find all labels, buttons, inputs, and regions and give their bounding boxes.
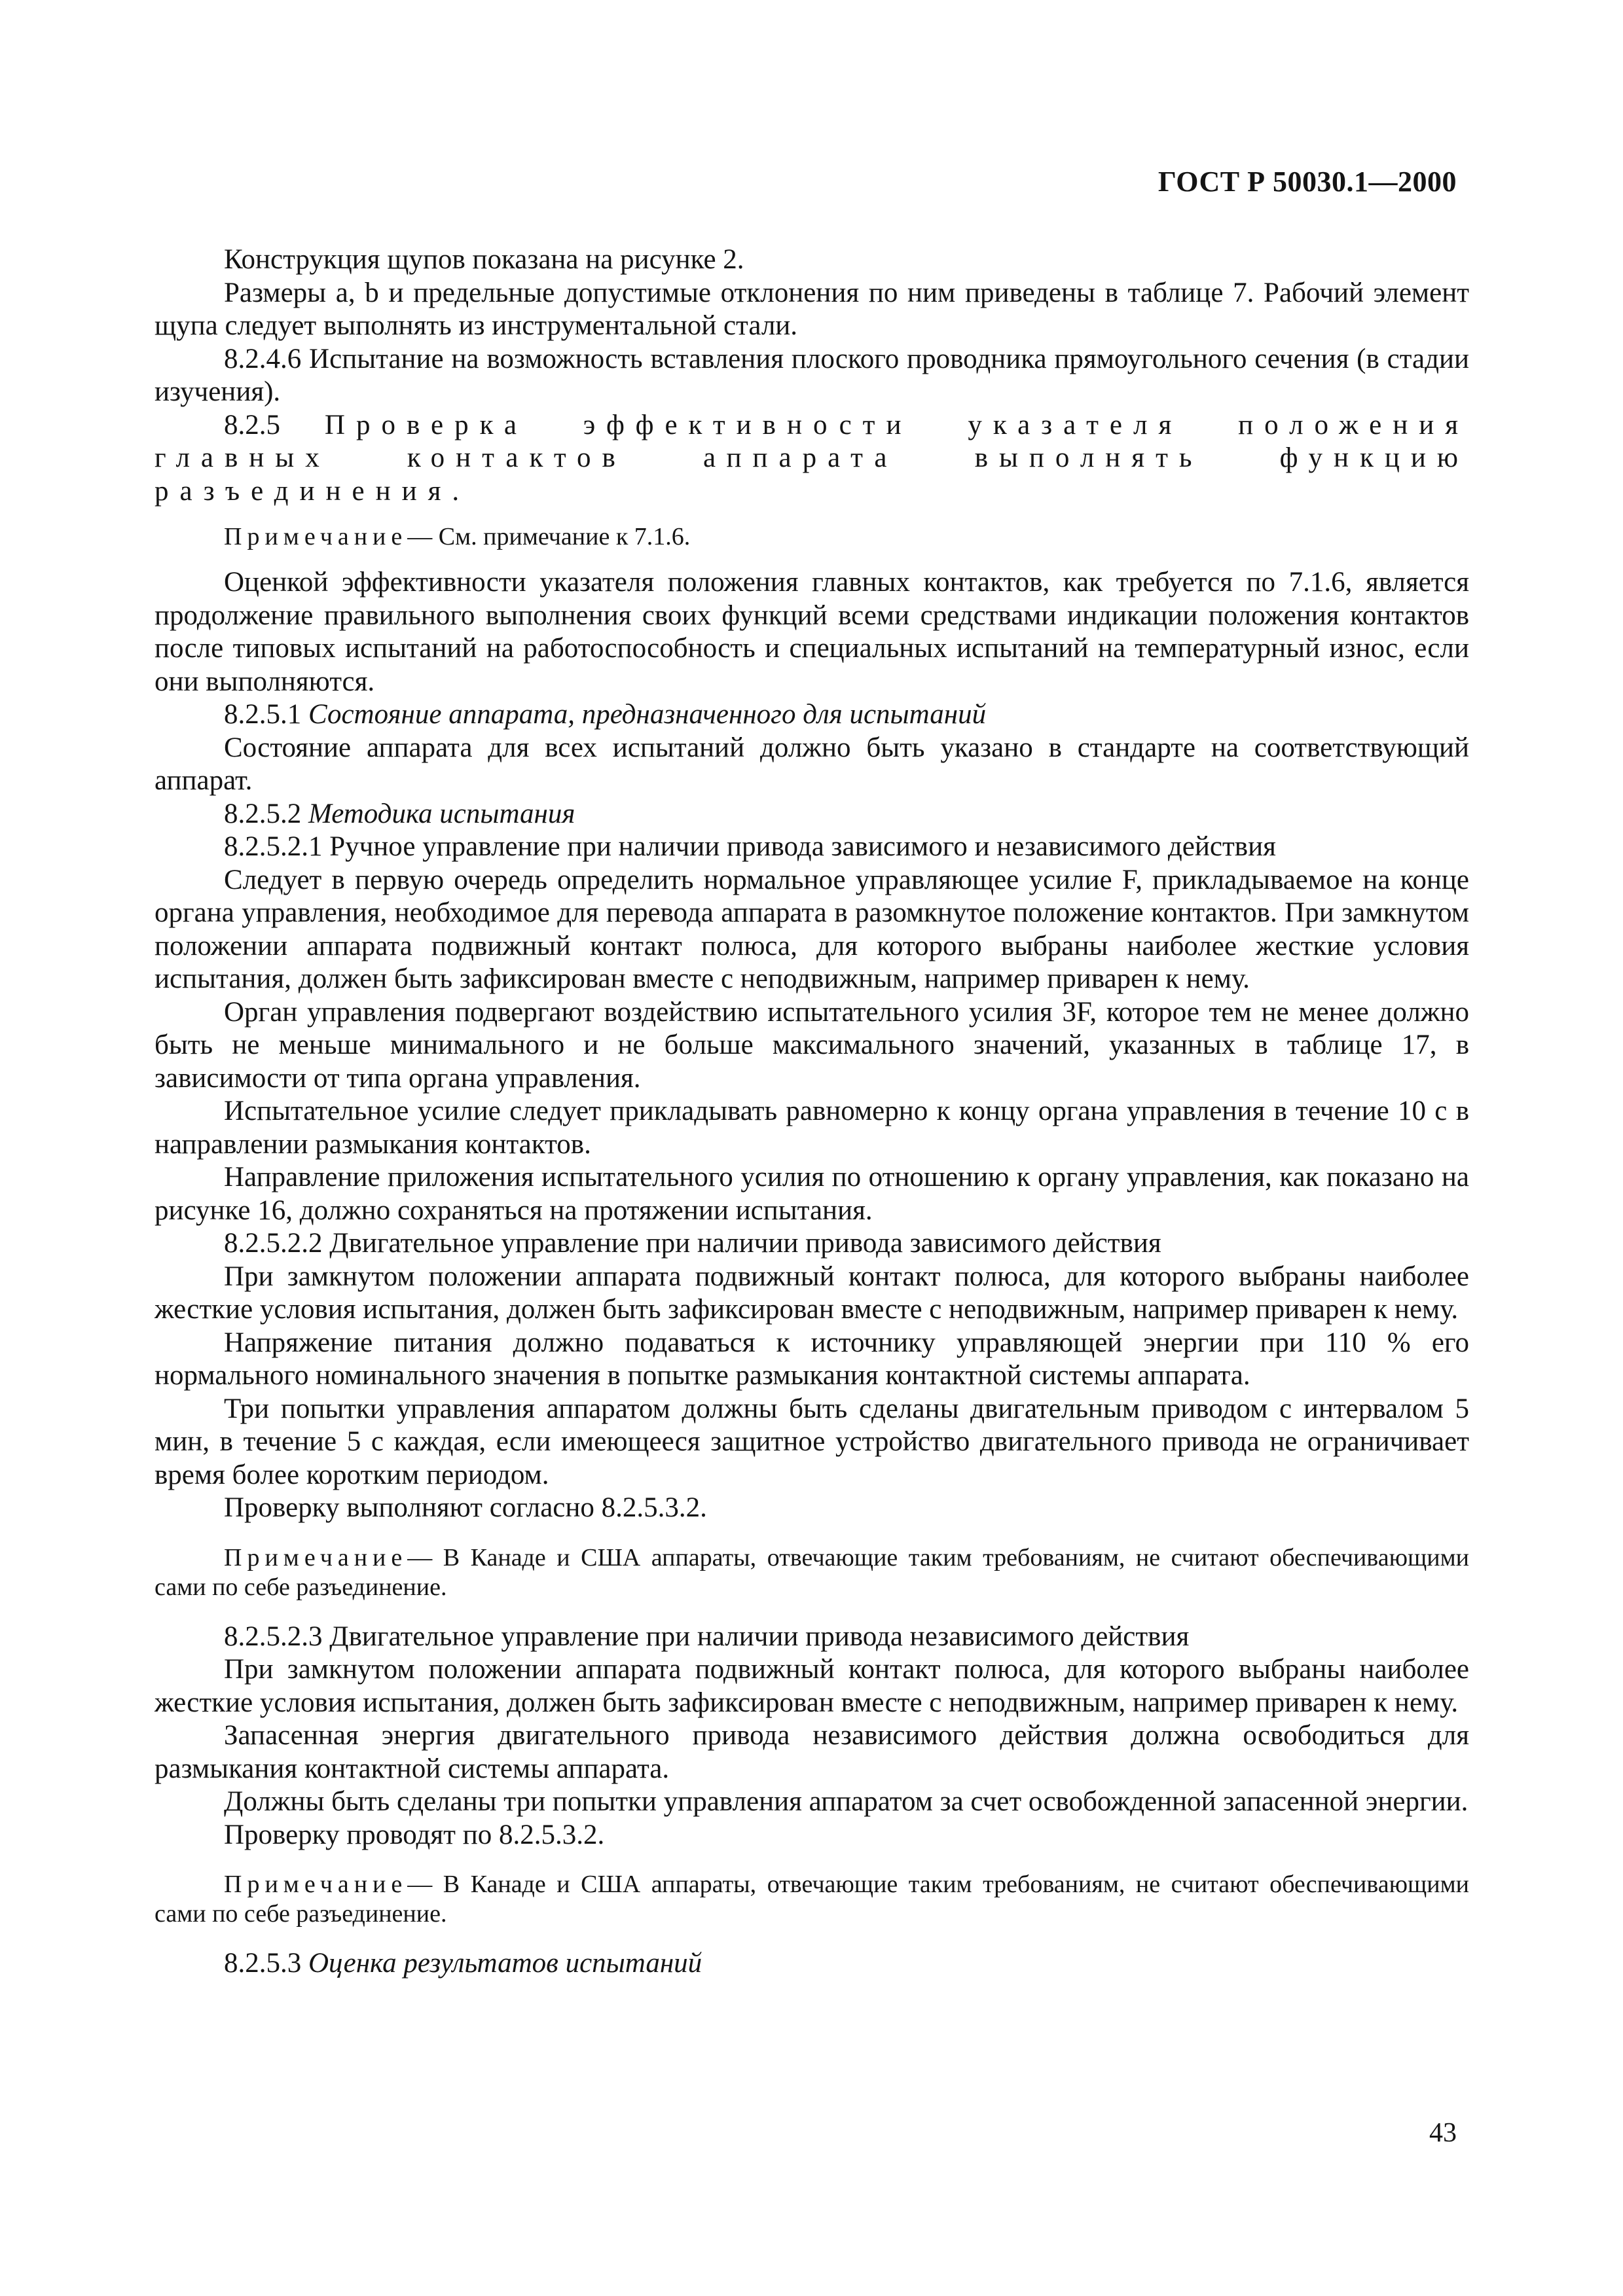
note <box>155 522 1469 552</box>
note-label: Примечание <box>224 1871 408 1898</box>
paragraph: Проверку выполняют согласно 8.2.5.3.2. <box>224 1492 707 1523</box>
paragraph: Направление приложения испытательного усилия по отношению к органу управления, как показано на рисунке 16, должно сохраняться на протяжении испытания. <box>155 1162 1469 1226</box>
note-label: Примечание <box>224 523 408 550</box>
subsection-heading <box>155 798 1469 831</box>
subsection-heading <box>155 1947 1469 1981</box>
paragraph: Проверку проводят по 8.2.5.3.2. <box>224 1819 605 1850</box>
note-text: — В Канаде и США аппараты, отвечающие таким требованиям, не считают обеспечивающими сами по себе разъединение. <box>155 1543 1469 1601</box>
subsection-number: 8.2.5.2 <box>224 798 302 829</box>
note <box>155 1870 1469 1929</box>
paragraph: Размеры a, b и предельные допустимые отклонения по ним приведены в таблице 7. Рабочий элемент щупа следует выполнять из инструментальной стали. <box>155 277 1469 341</box>
note-text: — См. примечание к 7.1.6. <box>407 523 691 550</box>
paragraph: При замкнутом положении аппарата подвижный контакт полюса, для которого выбраны наиболее жесткие условия испытания, должен быть зафиксирован вместе с неподвижным, например приварен к нему. <box>155 1654 1469 1718</box>
document-body <box>155 243 1469 1981</box>
subsection-number: 8.2.5.1 <box>224 699 302 730</box>
paragraph: 8.2.4.6 Испытание на возможность вставления плоского проводника прямоугольного сечения (в стадии изучения). <box>155 343 1469 407</box>
subsection-number: 8.2.5.3 <box>224 1948 302 1979</box>
paragraph: Напряжение питания должно подаваться к источнику управляющей энергии при 110 % его нормального номинального значения в попытке размыкания контактной системы аппарата. <box>155 1327 1469 1391</box>
subsection-title: Оценка результатов испытаний <box>308 1948 702 1979</box>
note-text: — В Канаде и США аппараты, отвечающие таким требованиям, не считают обеспечивающими сами по себе разъединение. <box>155 1871 1469 1928</box>
section-title: Проверка эффективности указателя положения главных контактов аппарата выполнять функцию разъединения. <box>155 409 1469 507</box>
paragraph: Оценкой эффективности указателя положения главных контактов, как требуется по 7.1.6, является продолжение правильного выполнения своих функций всеми средствами индикации положения контактов после типовых испытаний на работоспособность и специальных испытаний на температурный износ, если они выполняются. <box>155 567 1469 697</box>
paragraph: 8.2.5.2.1 Ручное управление при наличии привода зависимого и независимого действия <box>224 831 1276 862</box>
paragraph: При замкнутом положении аппарата подвижный контакт полюса, для которого выбраны наиболее жесткие условия испытания, должен быть зафиксирован вместе с неподвижным, например приварен к нему. <box>155 1261 1469 1325</box>
paragraph: Запасенная энергия двигательного привода независимого действия должна освободиться для размыкания контактной системы аппарата. <box>155 1720 1469 1784</box>
subsection-heading <box>155 698 1469 732</box>
paragraph: Три попытки управления аппаратом должны быть сделаны двигательным приводом с интервалом 5 мин, в течение 5 с каждая, если имеющееся защитное устройство двигательного привода не ограничивает время более коротким периодом. <box>155 1393 1469 1490</box>
paragraph: Испытательное усилие следует прикладывать равномерно к концу органа управления в течение 10 с в направлении размыкания контактов. <box>155 1096 1469 1160</box>
paragraph: Должны быть сделаны три попытки управления аппаратом за счет освобожденной запасенной энергии. <box>224 1786 1468 1817</box>
paragraph: 8.2.5.2.3 Двигательное управление при наличии привода независимого действия <box>224 1621 1190 1652</box>
section-number: 8.2.5 <box>224 409 280 440</box>
subsection-title: Состояние аппарата, предназначенного для испытаний <box>308 699 987 730</box>
note <box>155 1543 1469 1602</box>
section-heading <box>155 409 1469 509</box>
note-label: Примечание <box>224 1543 408 1571</box>
page-number: 43 <box>1429 2118 1457 2148</box>
subsection-title: Методика испытания <box>308 798 575 829</box>
paragraph: Конструкция щупов показана на рисунке 2. <box>224 244 744 275</box>
standard-header: ГОСТ Р 50030.1—2000 <box>1158 166 1457 198</box>
paragraph: Состояние аппарата для всех испытаний должно быть указано в стандарте на соответствующий аппарат. <box>155 732 1469 796</box>
paragraph: Орган управления подвергают воздействию испытательного усилия 3F, которое тем не менее должно быть не меньше минимального и не больше максимального значений, указанных в таблице 17, в зависимости от типа органа управления. <box>155 996 1469 1094</box>
paragraph: 8.2.5.2.2 Двигательное управление при наличии привода зависимого действия <box>224 1228 1161 1259</box>
paragraph: Следует в первую очередь определить нормальное управляющее усилие F, прикладываемое на конце органа управления, необходимое для перевода аппарата в разомкнутое положение контактов. При замкнутом положении аппарата подвижный контакт полюса, для которого выбраны наиболее жесткие условия испытания, должен быть зафиксирован вместе с неподвижным, например приварен к нему. <box>155 864 1469 994</box>
